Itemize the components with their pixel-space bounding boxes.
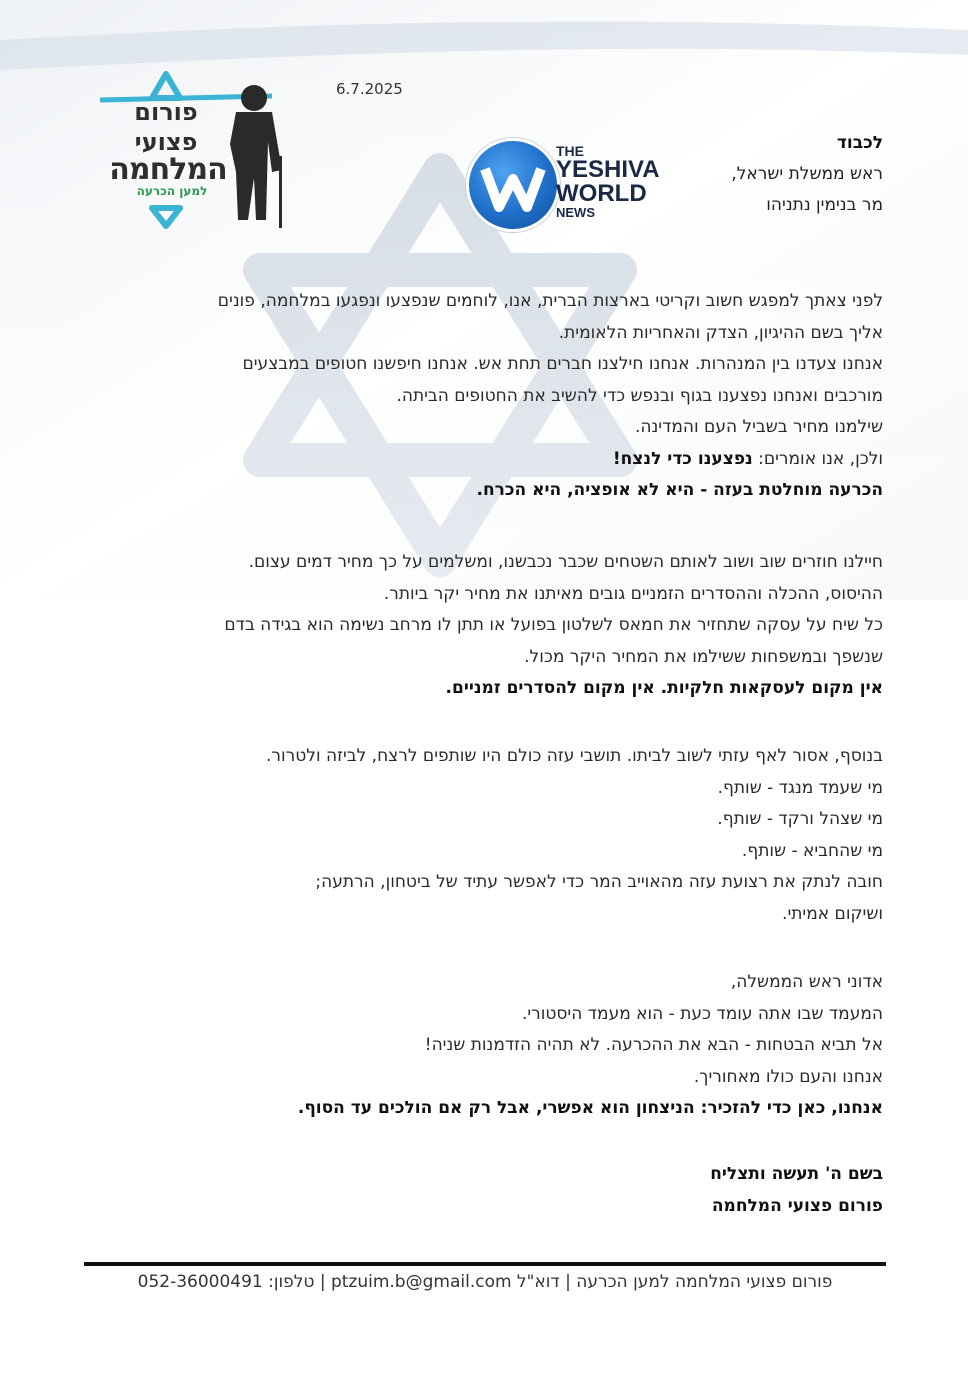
letter-date: 6.7.2025 xyxy=(336,80,403,98)
logo-line-1: פורום xyxy=(134,98,198,126)
paragraph-line: מי שעמד מנגד - שותף. xyxy=(717,777,883,798)
signoff-sender: פורום פצועי המלחמה xyxy=(711,1195,883,1216)
forum-logo xyxy=(96,60,292,240)
footer-divider xyxy=(84,1262,886,1266)
paragraph-line: חובה לנתק את רצועת עזה מהאוייב המר כדי לאפשר עתיד של ביטחון, הרתעה; xyxy=(315,872,883,892)
emphasis-line: הכרעה מוחלטת בעזה - היא לא אופציה, היא הכרח. xyxy=(476,480,883,500)
paragraph-line: מי שצהל ורקד - שותף. xyxy=(717,809,883,829)
ywn-the: THE xyxy=(556,143,584,159)
recipient-title: ראש ממשלת ישראל, xyxy=(731,164,883,184)
paragraph-line: בנוסף, אסור לאף עזתי לשוב לביתו. תושבי עזה כולם היו שותפים לרצח, לביזה ולטרור. xyxy=(266,746,883,766)
paragraph-line: לפני צאתך למפגש חשוב וקריטי בארצות הברית, אנו, לוחמים שנפצעו ונפגעו במלחמה, פונים xyxy=(217,291,883,311)
yeshiva-world-news-logo xyxy=(466,138,666,228)
paragraph-4 xyxy=(83,967,883,1125)
paragraph-line: שנשפך ובמשפחות ששילמו את המחיר היקר מכול. xyxy=(524,646,883,667)
ywn-world: WORLD xyxy=(556,180,647,207)
paragraph-line xyxy=(83,444,883,476)
signoff-blessing: בשם ה' תעשה ותצליח xyxy=(710,1164,883,1184)
footer-contact: פורום פצועי המלחמה למען הכרעה | דוא"ל ptzuim.b@gmail.com | טלפון: 052-36000491 xyxy=(137,1272,833,1292)
paragraph-line: חיילנו חוזרים שוב ושוב לאותם השטחים שכבר נכבשנו, ומשלמים על כך מחיר דמים עצום. xyxy=(248,552,883,572)
recipient-block xyxy=(731,128,883,221)
emphasis-text: נפצענו כדי לנצח! xyxy=(612,448,753,469)
paragraph-line: אל תביא הבטחות - הבא את ההכרעה. לא תהיה הזדמנות שניה! xyxy=(424,1035,883,1055)
signoff xyxy=(83,1159,883,1222)
paragraph-line: אדוני ראש הממשלה, xyxy=(730,972,883,992)
paragraph-2 xyxy=(83,547,883,705)
recipient-name: מר בנימין נתניהו xyxy=(766,195,883,215)
paragraph-line: אליך בשם ההיגיון, הצדק והאחריות הלאומית. xyxy=(558,322,883,343)
paragraph-text: ולכן, אנו אומרים: xyxy=(758,448,883,469)
paragraph-line: שילמנו מחיר בשביל העם והמדינה. xyxy=(634,417,883,437)
paragraph-line: מורכבים ואנחנו נפצענו בגוף ובנפש כדי להשיב את החטופים הביתה. xyxy=(396,385,883,406)
paragraph-line: כל שיח על עסקה שתחזיר את חמאס לשלטון בפועל או תתן לו מרחב נשימה הוא בגידה בדם xyxy=(224,615,883,635)
paragraph-3 xyxy=(83,741,883,930)
logo-line-2: פצועי xyxy=(134,128,198,156)
ywn-yeshiva: YESHIVA xyxy=(556,156,660,183)
logo-line-3: המלחמה xyxy=(109,152,227,187)
logo-subtitle: למען הכרעה xyxy=(136,184,208,198)
emphasis-line: אין מקום לעסקאות חלקיות. אין מקום להסדרים זמניים. xyxy=(445,678,883,698)
paragraph-line: ושיקום אמיתי. xyxy=(782,903,883,924)
ywn-news: NEWS xyxy=(556,205,595,220)
paragraph-line: אנחנו צעדנו בין המנהרות. אנחנו חילצנו חברים תחת אש. אנחנו חיפשנו חטופים במבצעים xyxy=(242,354,883,374)
paragraph-line: מי שהחביא - שותף. xyxy=(741,840,883,861)
emphasis-line: אנחנו, כאן כדי להזכיר: הניצחון הוא אפשרי, אבל רק אם הולכים עד הסוף. xyxy=(297,1098,883,1118)
ywn-wordmark xyxy=(556,144,660,219)
paragraph-1 xyxy=(83,286,883,507)
paragraph-line: אנחנו והעם כולו מאחוריך. xyxy=(693,1066,883,1087)
recipient-to: לכבוד xyxy=(836,133,883,153)
ywn-globe-icon xyxy=(466,138,560,232)
paragraph-line: ההיסוס, ההכלה וההסדרים הזמניים גובים מאיתנו את מחיר יקר ביותר. xyxy=(383,583,883,604)
paragraph-line: המעמד שבו אתה עומד כעת - הוא מעמד היסטורי. xyxy=(521,1003,883,1024)
